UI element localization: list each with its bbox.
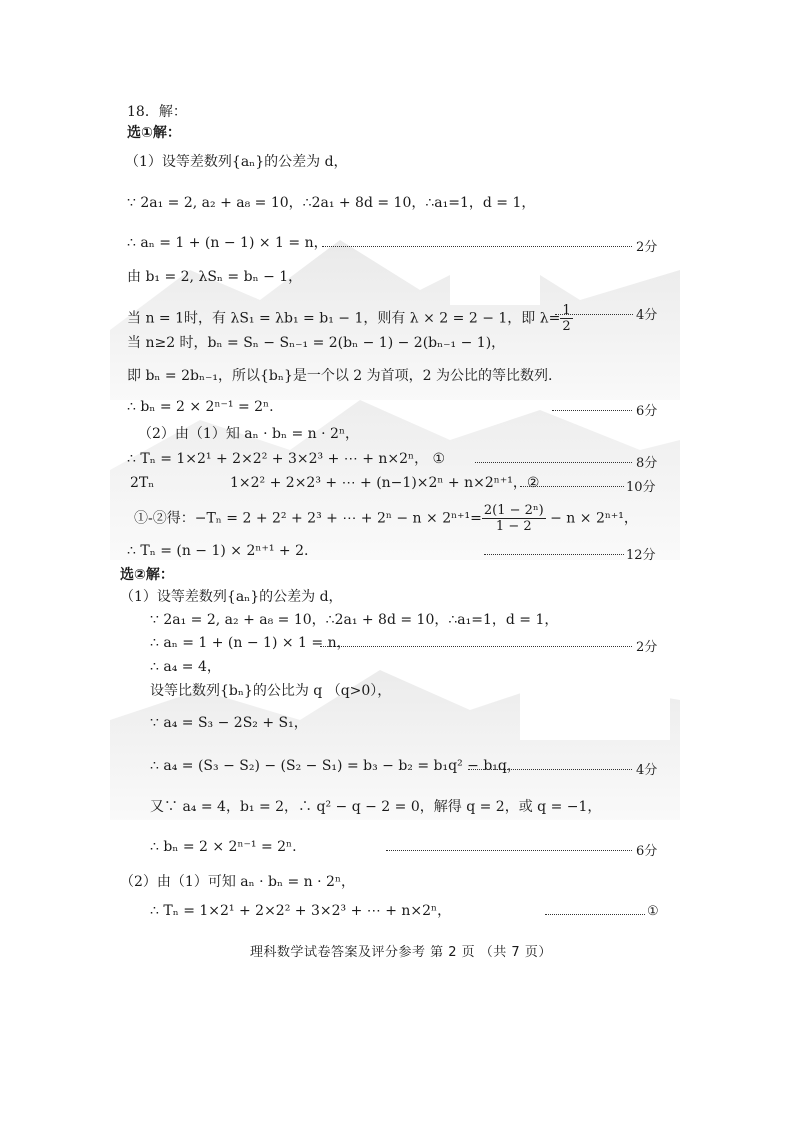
fraction-numerator: 1 <box>562 303 571 318</box>
opt1-line-2: ∵ 2a₁ = 2, a₂ + a₈ = 10，∴2a₁ + 8d = 10，∴a₁=1，d = 1， <box>127 195 536 211</box>
opt2-line-8: 又∵ a₄ = 4，b₁ = 2，∴ q² − q − 2 = 0，解得 q = 2，或 q = −1， <box>150 799 602 815</box>
dotted-leader <box>386 850 632 851</box>
score-mark: 2分 <box>636 640 658 655</box>
dotted-leader <box>468 769 632 770</box>
dotted-leader <box>322 246 632 247</box>
opt2-line-3: ∴ aₙ = 1 + (n − 1) × 1 = n， <box>150 635 351 651</box>
opt2-line-11: ∴ Tₙ = 1×2¹ + 2×2² + 3×2³ + ⋯ + n×2ⁿ， <box>150 903 452 919</box>
opt1-line-3: ∴ aₙ = 1 + (n − 1) × 1 = n， <box>127 235 328 251</box>
opt1-line-11-lhs: 2Tₙ <box>130 475 155 491</box>
opt1-line-12-text: ①-②得：−Tₙ = 2 + 2² + 2³ + ⋯ + 2ⁿ − n × 2ⁿ⁺¹= <box>134 510 482 527</box>
opt1-line-11-rhs: 1×2² + 2×2³ + ⋯ + (n−1)×2ⁿ + n×2ⁿ⁺¹，② <box>230 475 540 491</box>
opt1-line-5-text: 当 n = 1时，有 λS₁ = λb₁ = b₁ − 1，则有 λ × 2 = 2 − 1，即 λ= <box>127 310 561 327</box>
dotted-leader <box>484 554 624 555</box>
opt2-line-1: （1）设等差数列{aₙ}的公差为 d， <box>120 589 343 605</box>
score-mark: 2分 <box>636 240 658 255</box>
fraction-denominator: 2 <box>562 319 571 334</box>
opt1-line-12-tail: − n × 2ⁿ⁺¹， <box>550 510 638 527</box>
fraction-numerator: 2(1 − 2ⁿ) <box>483 503 544 518</box>
opt1-line-4: 由 b₁ = 2, λSₙ = bₙ − 1， <box>127 269 303 285</box>
opt2-line-7: ∴ a₄ = (S₃ − S₂) − (S₂ − S₁) = b₃ − b₂ = b₁q² − b₁q， <box>150 758 521 774</box>
opt1-line-7: 即 bₙ = 2bₙ₋₁，所以{bₙ}是一个以 2 为首项，2 为公比的等比数列. <box>127 368 553 384</box>
dotted-leader <box>552 410 632 411</box>
opt1-line-6: 当 n≥2 时，bₙ = Sₙ − Sₙ₋₁ = 2(bₙ − 1) − 2(bₙ₋₁ − 1)， <box>127 335 506 351</box>
lambda-fraction <box>560 303 572 334</box>
page-footer: 理科数学试卷答案及评分参考 第 2 页 （共 7 页） <box>250 945 552 960</box>
option-2-heading: 选②解： <box>120 567 174 583</box>
opt1-line-5 <box>127 303 573 334</box>
dotted-leader <box>475 462 632 463</box>
opt2-line-10: （2）由（1）可知 aₙ · bₙ = n · 2ⁿ， <box>120 874 355 890</box>
score-mark: 12分 <box>626 548 656 563</box>
opt1-line-8: ∴ bₙ = 2 × 2ⁿ⁻¹ = 2ⁿ. <box>127 399 274 415</box>
opt1-line-13: ∴ Tₙ = (n − 1) × 2ⁿ⁺¹ + 2. <box>127 543 309 559</box>
score-mark: 6分 <box>636 844 658 859</box>
opt2-line-5: 设等比数列{bₙ}的公比为 q （q>0）， <box>150 683 392 699</box>
opt2-line-2: ∵ 2a₁ = 2, a₂ + a₈ = 10，∴2a₁ + 8d = 10，∴a₁=1，d = 1， <box>150 612 559 628</box>
dotted-leader <box>555 314 633 315</box>
opt2-line-4: ∴ a₄ = 4， <box>150 659 221 675</box>
score-mark: 4分 <box>636 308 658 323</box>
opt1-line-9: （2）由（1）知 aₙ · bₙ = n · 2ⁿ， <box>138 426 359 442</box>
opt2-line-9: ∴ bₙ = 2 × 2ⁿ⁻¹ = 2ⁿ. <box>150 839 297 855</box>
dotted-leader <box>545 914 645 915</box>
problem-number: 18．解： <box>127 104 187 120</box>
opt1-line-12 <box>134 503 638 534</box>
score-mark: 10分 <box>626 480 656 495</box>
fraction-denominator: 1 − 2 <box>495 519 532 534</box>
score-mark: 6分 <box>636 404 658 419</box>
dotted-leader <box>520 486 624 487</box>
option-1-heading: 选①解： <box>127 125 181 141</box>
dotted-leader <box>320 646 632 647</box>
score-mark: 8分 <box>636 456 658 471</box>
sum-fraction <box>482 503 546 534</box>
opt1-line-1: （1）设等差数列{aₙ}的公差为 d， <box>125 154 348 170</box>
equation-marker: ① <box>647 904 659 919</box>
opt2-line-6: ∵ a₄ = S₃ − 2S₂ + S₁， <box>150 715 308 731</box>
score-mark: 4分 <box>636 763 658 778</box>
opt1-line-10: ∴ Tₙ = 1×2¹ + 2×2² + 3×2³ + ⋯ + n×2ⁿ， ① <box>127 451 446 467</box>
